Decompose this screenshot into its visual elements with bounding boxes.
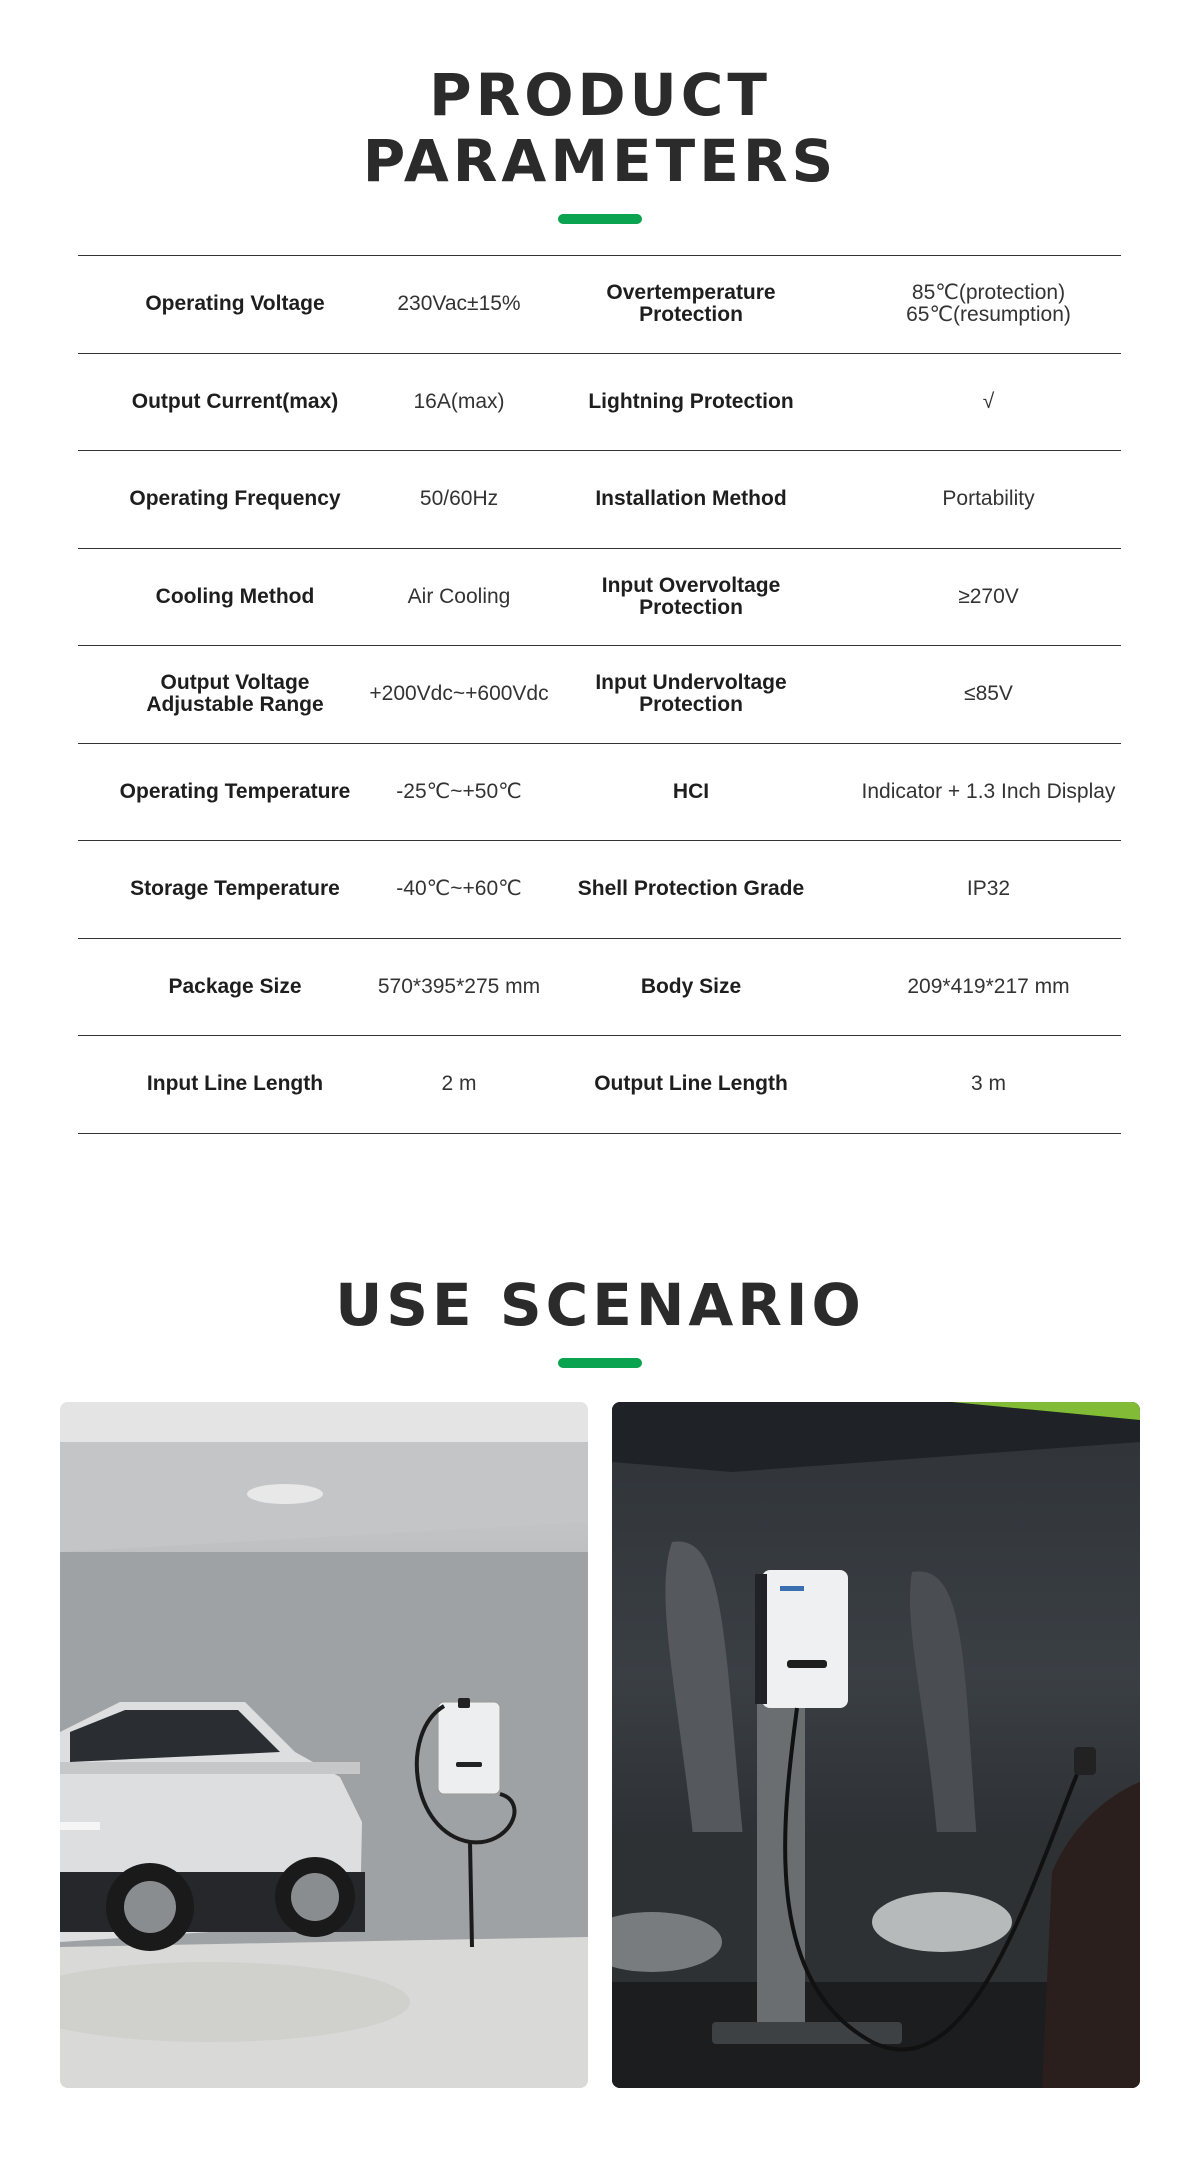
param-label: Input Undervoltage Protection bbox=[595, 671, 787, 717]
param-value: 3 m bbox=[970, 1072, 1006, 1096]
table-row bbox=[78, 939, 1121, 1037]
parameters-table bbox=[78, 255, 1121, 1134]
table-row bbox=[78, 451, 1121, 549]
use-scenario-title: USE SCENARIO bbox=[335, 1271, 865, 1339]
param-value: 230Vac±15% bbox=[397, 292, 521, 316]
param-label: Storage Temperature bbox=[130, 877, 340, 901]
table-row bbox=[78, 646, 1121, 744]
param-value: -25℃~+50℃ bbox=[396, 779, 522, 803]
param-label: Installation Method bbox=[595, 487, 787, 511]
param-value: √ bbox=[982, 389, 995, 413]
param-label: Operating Temperature bbox=[119, 779, 351, 803]
param-value: Air Cooling bbox=[407, 584, 511, 608]
param-label: Shell Protection Grade bbox=[577, 877, 805, 901]
param-value: 209*419*217 mm bbox=[907, 974, 1070, 998]
param-label: Output Voltage Adjustable Range bbox=[146, 671, 324, 717]
param-value: ≤85V bbox=[964, 682, 1013, 706]
title-accent-bar bbox=[558, 1358, 642, 1368]
parking-lot-illustration bbox=[612, 1402, 1140, 2088]
param-value: Portability bbox=[942, 487, 1035, 511]
garage-scenario-image bbox=[60, 1402, 588, 2088]
table-row bbox=[78, 744, 1121, 842]
param-label: Input Overvoltage Protection bbox=[601, 573, 781, 619]
param-label: Output Line Length bbox=[594, 1072, 788, 1096]
param-value: +200Vdc~+600Vdc bbox=[369, 682, 549, 706]
param-value: ≥270V bbox=[958, 584, 1019, 608]
param-value: 2 m bbox=[441, 1072, 477, 1096]
param-label: Lightning Protection bbox=[588, 389, 794, 413]
param-value: 85℃(protection) 65℃(resumption) bbox=[906, 281, 1071, 327]
param-value: -40℃~+60℃ bbox=[396, 877, 522, 901]
title-accent-bar bbox=[558, 214, 642, 224]
param-label: Body Size bbox=[640, 974, 742, 998]
param-label: Overtemperature Protection bbox=[606, 281, 776, 327]
param-label: Operating Voltage bbox=[145, 292, 325, 316]
param-value: 16A(max) bbox=[413, 389, 505, 413]
param-label: Output Current(max) bbox=[131, 389, 339, 413]
param-label: HCI bbox=[672, 779, 710, 803]
table-row bbox=[78, 841, 1121, 939]
table-row bbox=[78, 256, 1121, 354]
param-value: Indicator + 1.3 Inch Display bbox=[861, 779, 1116, 803]
param-label: Operating Frequency bbox=[129, 487, 341, 511]
param-value: IP32 bbox=[966, 877, 1011, 901]
param-label: Cooling Method bbox=[155, 584, 315, 608]
table-row bbox=[78, 549, 1121, 647]
param-value: 50/60Hz bbox=[419, 487, 499, 511]
table-row bbox=[78, 354, 1121, 452]
product-parameters-title: PRODUCT PARAMETERS bbox=[362, 61, 838, 195]
parking-lot-scenario-image bbox=[612, 1402, 1140, 2088]
garage-illustration bbox=[60, 1402, 588, 2088]
param-label: Input Line Length bbox=[146, 1072, 324, 1096]
param-label: Package Size bbox=[168, 974, 302, 998]
table-row bbox=[78, 1036, 1121, 1134]
param-value: 570*395*275 mm bbox=[377, 974, 541, 998]
